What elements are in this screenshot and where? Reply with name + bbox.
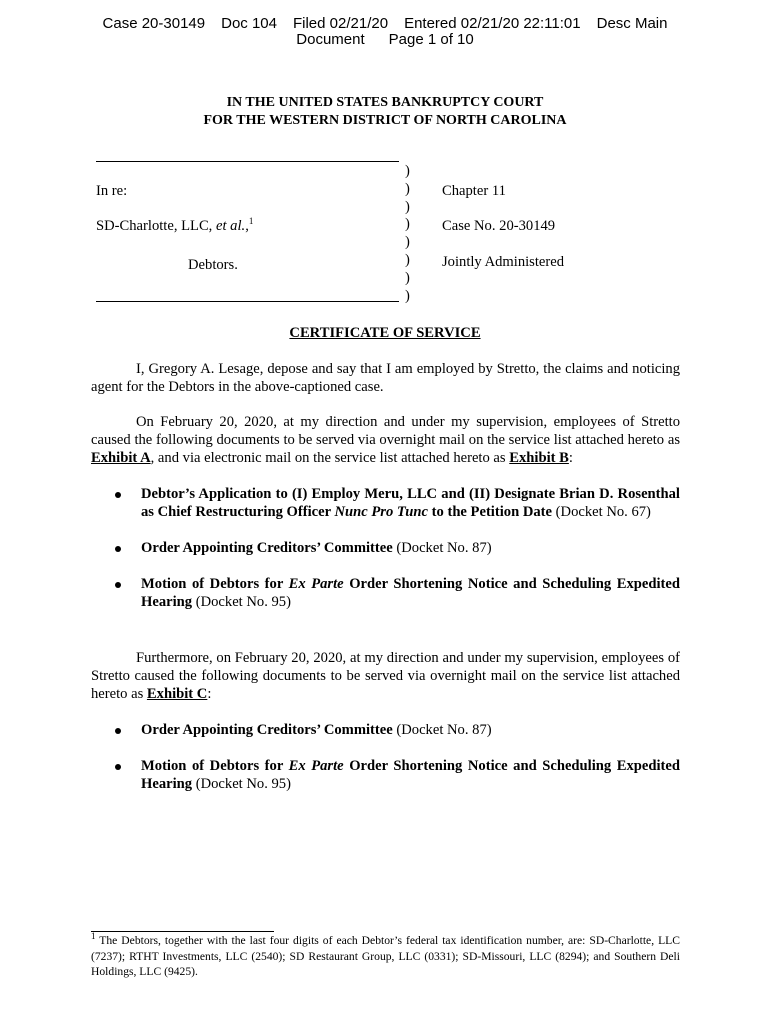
list-item: Debtor’s Application to (I) Employ Meru, LLC and (II) Designate Brian D. Rosenthal as Chief Restructuring Officer Nunc Pro Tunc to the Petition Date (Docket No. 67) (115, 485, 680, 521)
list-item: Order Appointing Creditors’ Committee (Docket No. 87) (115, 721, 680, 739)
caption-parentheses: ) ) ) ) ) ) ) ) (405, 163, 410, 304)
filing-stamp-line-2 (0, 31, 770, 48)
doc-number-stamp: Doc 104 (221, 15, 277, 32)
footnote-rule (91, 931, 274, 932)
footnote-reference: 1 (248, 216, 254, 227)
exhibit-c-ref: Exhibit C (146, 686, 208, 702)
filed-date-stamp: Filed 02/21/20 (292, 15, 389, 32)
footnote-mark: 1 (91, 931, 96, 942)
court-name-line-2: FOR THE WESTERN DISTRICT OF NORTH CAROLINA (203, 113, 567, 128)
paragraph-declaration: I, Gregory A. Lesage, depose and say that I am employed by Stretto, the claims and noticing agent for the Debtors in the above-captioned case. (91, 361, 680, 395)
in-re-label: In re: (96, 183, 128, 199)
footnote: $^1$ The Debtors, together with the last four digits of each Debtor’s federal tax identification number, are: SD-Charlotte, LLC (7237); RTHT Investments, LLC (2540); SD Restaurant Group, LLC (0331); SD-Missouri, LLC (8294); and Southern Deli Holdings, LLC (9425). (91, 931, 680, 978)
et-al: et al. (216, 218, 246, 234)
court-name-line-1: IN THE UNITED STATES BANKRUPTCY COURT (226, 95, 544, 110)
filing-stamp-line-1 (0, 15, 770, 32)
entered-date-stamp: Entered 02/21/20 22:11:01 (404, 15, 581, 32)
desc-stamp: Desc Main (596, 15, 668, 32)
document-stamp: Document (296, 31, 365, 48)
paragraph-service-1: On February 20, 2020, at my direction and under my supervision, employees of Stretto caused the following documents to be served via overnight mail on the service list attached hereto as Exhibit A, and via electronic mail on the service list attached hereto as Exhibit B: (91, 414, 680, 466)
list-item: Motion of Debtors for Ex Parte Order Shortening Notice and Scheduling Expedited Hearing (Docket No. 95) (115, 757, 680, 793)
jointly-administered: Jointly Administered (442, 254, 565, 270)
caption-top-rule (96, 161, 399, 162)
paragraph-service-2: Furthermore, on February 20, 2020, at my direction and under my supervision, employees of Stretto caused the following documents to be served via overnight mail on the service list attached hereto as Exhibit C: (91, 650, 680, 702)
debtors-label: Debtors. (188, 257, 238, 273)
case-number-stamp: Case 20-30149 (102, 15, 206, 32)
page-count-stamp: Page 1 of 10 (388, 31, 474, 48)
case-number: Case No. 20-30149 (442, 218, 556, 234)
bullet-icon (115, 764, 121, 770)
bullet-icon (115, 492, 121, 498)
document-title: CERTIFICATE OF SERVICE (289, 325, 481, 341)
served-documents-list-1 (115, 485, 680, 611)
exhibit-a-ref: Exhibit A (91, 450, 151, 466)
bullet-icon (115, 546, 121, 552)
list-item: Order Appointing Creditors’ Committee (Docket No. 87) (115, 539, 680, 557)
debtor-name: SD-Charlotte, LLC, et al.,$^1$ (96, 216, 254, 234)
bullet-icon (115, 582, 121, 588)
list-item: Motion of Debtors for Ex Parte Order Shortening Notice and Scheduling Expedited Hearing (Docket No. 95) (115, 575, 680, 611)
exhibit-b-ref: Exhibit B (509, 450, 569, 466)
caption-bottom-rule (96, 301, 399, 302)
served-documents-list-2 (115, 721, 680, 793)
chapter-label: Chapter 11 (442, 183, 506, 199)
bullet-icon (115, 728, 121, 734)
